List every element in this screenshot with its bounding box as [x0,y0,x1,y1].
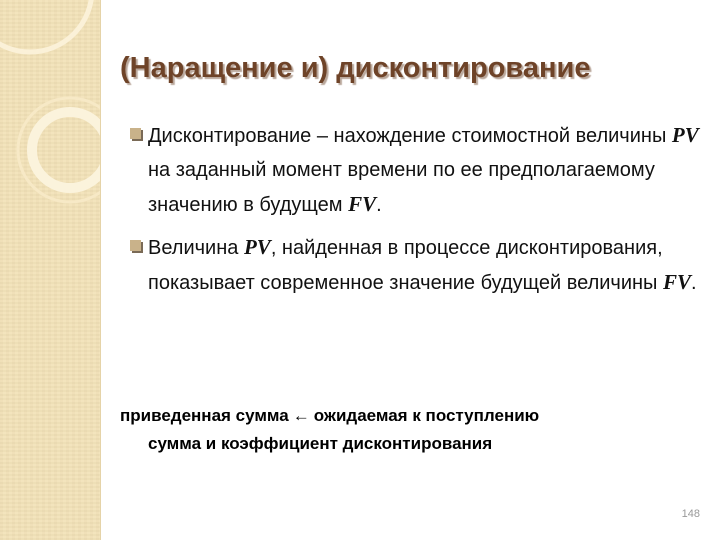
bullet-text: Величина [148,237,244,259]
note-part-1: приведенная сумма [120,406,289,425]
left-arrow-icon: ← [292,406,310,425]
slide-title: (Наращение и) дисконтирование [120,52,591,84]
slide-content [120,118,700,308]
bullet-text: . [376,194,382,216]
bullet-item [120,230,700,300]
decorative-circles [0,0,100,540]
sidebar-divider [100,0,101,540]
decorative-sidebar [0,0,100,540]
variable-pv: PV [243,235,271,259]
bullet-text: на заданный момент времени по ее предполагаемому значению в будущем [148,159,655,216]
variable-fv: FV [662,270,691,294]
square-bullet-icon [130,240,141,251]
variable-fv: FV [348,192,377,216]
note-part-2: ожидаемая к поступлению [313,406,540,425]
page-number: 148 [681,508,700,520]
bullet-text: . [691,272,697,294]
note-line-2: сумма и коэффициент дисконтирования [148,434,493,453]
square-bullet-icon [130,128,141,139]
bullet-item [120,118,700,222]
bullet-text: Дисконтирование – нахождение стоимостной величины [148,125,672,147]
bullet-text: , найденная в процессе дисконтирования, показывает современное значение будущей величины [148,237,663,294]
formula-note [120,402,680,458]
variable-pv: PV [671,123,699,147]
